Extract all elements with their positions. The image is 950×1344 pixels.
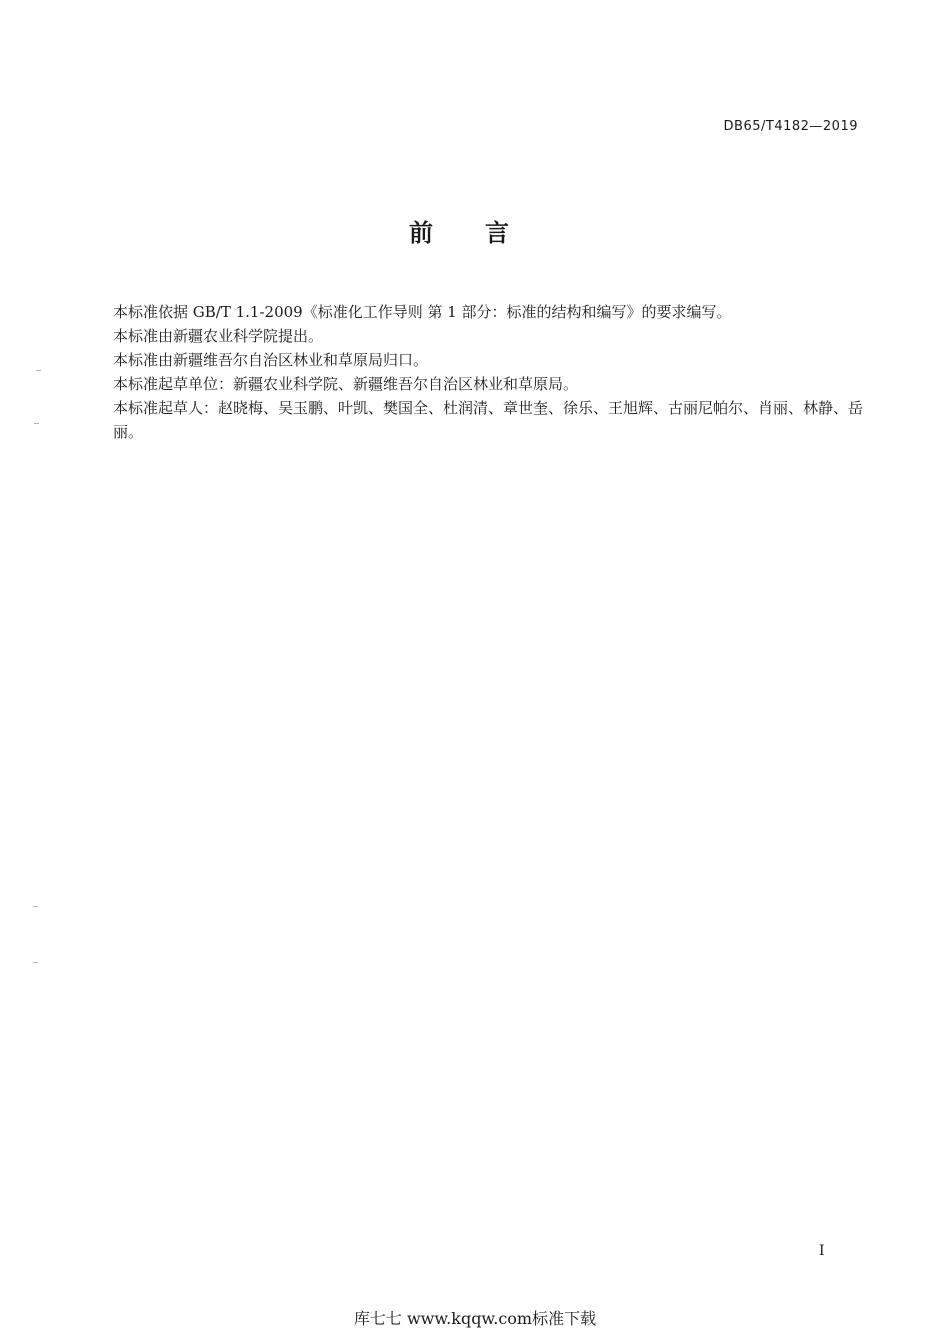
paragraph-administrator: 本标准由新疆维吾尔自治区林业和草原局归口。 — [113, 351, 429, 369]
paragraph-proposer: 本标准由新疆农业科学院提出。 — [113, 327, 324, 345]
paragraph-drafting-units: 本标准起草单位：新疆农业科学院、新疆维吾尔自治区林业和草原局。 — [113, 375, 579, 393]
paragraph-drafters: 本标准起草人：赵晓梅、吴玉鹏、叶凯、樊国全、杜润清、章世奎、徐乐、王旭辉、古丽尼帕尔、肖丽、林静、岳丽。 — [113, 399, 864, 441]
scan-speck — [34, 423, 39, 424]
page-number: I — [819, 1243, 825, 1259]
footer-watermark: 库七七 www.kqqw.com标准下载 — [353, 1309, 597, 1328]
document-code: DB65/T4182—2019 — [723, 119, 858, 134]
scan-speck — [33, 906, 38, 907]
page-title: 前言 — [409, 219, 561, 247]
paragraph-basis: 本标准依据 GB/T 1.1-2009《标准化工作导则 第 1 部分：标准的结构和编写》的要求编写。 — [113, 303, 732, 321]
scan-speck — [36, 370, 41, 371]
foreword-body — [113, 300, 863, 444]
scan-speck — [33, 962, 38, 963]
